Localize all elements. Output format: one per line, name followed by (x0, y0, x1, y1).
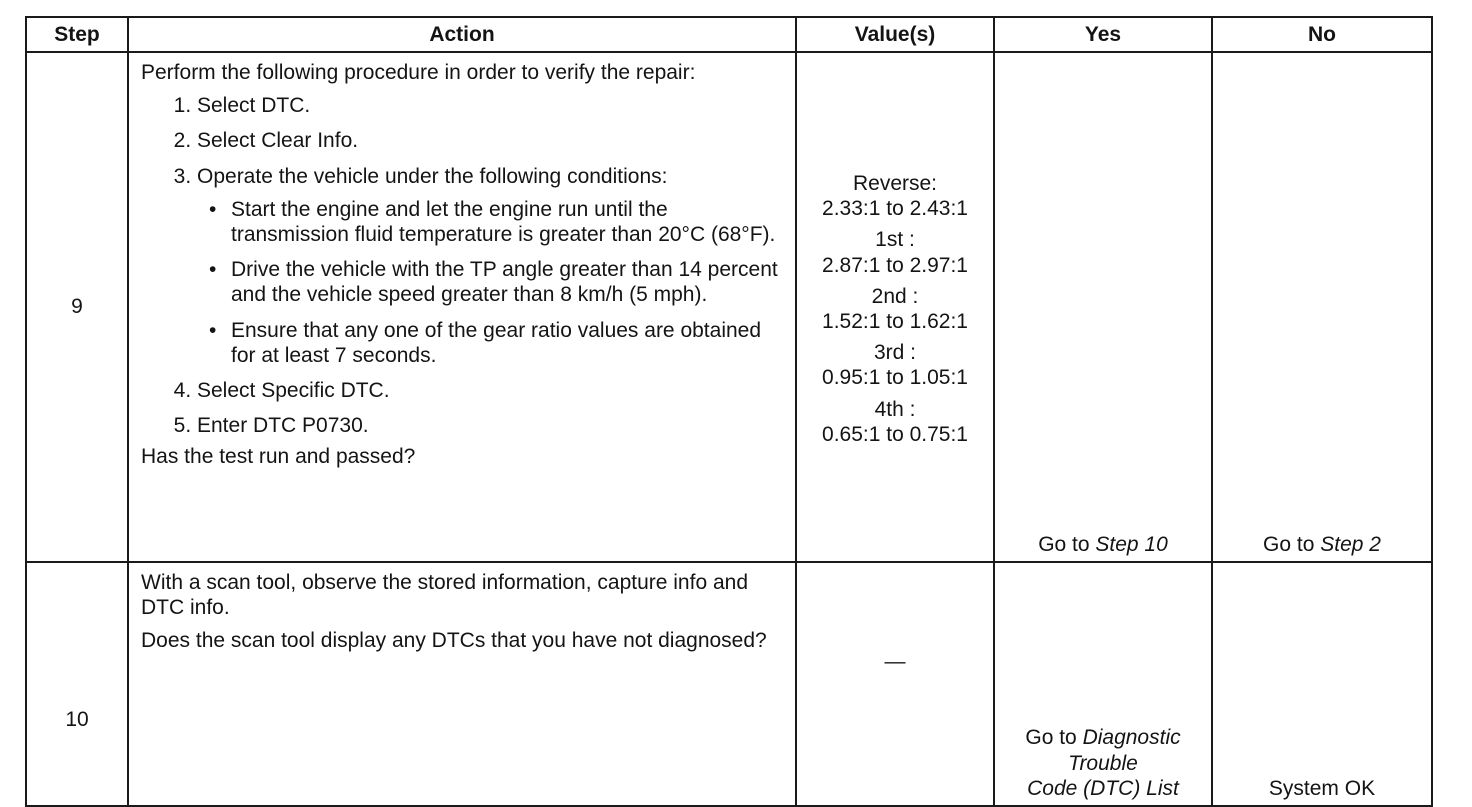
condition-text: Start the engine and let the engine run until the transmission fluid temperature is greater than 20°C (68°F). (231, 197, 776, 246)
gear-ratio-reverse (797, 171, 993, 221)
gear-range: 0.65:1 to 0.75:1 (822, 422, 968, 446)
action-cell (128, 52, 796, 562)
yes-cell (994, 52, 1212, 562)
gear-range: 1.52:1 to 1.62:1 (822, 309, 968, 333)
yes-prefix: Go to (1038, 532, 1096, 556)
gear-label: 3rd : (873, 341, 917, 365)
action-intro: Perform the following procedure in order to verify the repair: (141, 61, 696, 84)
dtc-list-link-line2[interactable]: Trouble (1068, 751, 1138, 775)
header-no: No (1212, 17, 1432, 52)
action-question: Does the scan tool display any DTCs that you have not diagnosed? (141, 629, 767, 653)
bullet-icon: • (209, 258, 217, 282)
values-cell (796, 52, 994, 562)
condition-text: Drive the vehicle with the TP angle greater than 14 percent and the vehicle speed greater than 8 km/h (5 mph). (231, 258, 778, 307)
action-text: With a scan tool, observe the stored information, capture info and DTC info. (141, 571, 749, 620)
no-cell (1212, 562, 1432, 806)
table-row-step-9 (26, 52, 1432, 562)
values-cell (796, 562, 994, 806)
gear-range: 0.95:1 to 1.05:1 (822, 366, 968, 390)
gear-ratio-1st (797, 227, 993, 277)
procedure-list (141, 93, 783, 438)
condition-item (209, 318, 783, 368)
yes-result (995, 532, 1211, 557)
no-cell (1212, 52, 1432, 562)
go-to-step-2-link[interactable]: Step 2 (1320, 532, 1381, 556)
procedure-item: 4. Select Specific DTC. (197, 378, 783, 403)
condition-item (209, 197, 783, 247)
procedure-item (197, 164, 783, 368)
gear-range: 2.87:1 to 2.97:1 (822, 253, 968, 277)
header-yes: Yes (994, 17, 1212, 52)
diagnostic-table (25, 16, 1433, 807)
condition-list (197, 197, 783, 368)
gear-ratio-3rd (797, 340, 993, 390)
procedure-item: 1. Select DTC. (197, 93, 783, 118)
bullet-icon: • (209, 318, 217, 342)
gear-label: 2nd : (871, 284, 919, 308)
no-result (1213, 532, 1431, 557)
gear-label: 1st : (875, 228, 915, 252)
step-number: 10 (26, 562, 128, 806)
yes-result (995, 725, 1211, 801)
gear-ratio-4th (797, 397, 993, 447)
procedure-item-text: Operate the vehicle under the following conditions: (197, 164, 668, 188)
bullet-icon: • (209, 197, 217, 221)
go-to-step-10-link[interactable]: Step 10 (1095, 532, 1168, 556)
dtc-list-link-line3[interactable]: Code (DTC) List (1027, 776, 1179, 800)
header-row (26, 17, 1432, 52)
step-number: 9 (26, 52, 128, 562)
condition-text: Ensure that any one of the gear ratio values are obtained for at least 7 seconds. (231, 318, 762, 367)
gear-range: 2.33:1 to 2.43:1 (822, 197, 968, 221)
dtc-list-link-line1[interactable]: Diagnostic (1082, 726, 1181, 750)
procedure-item: 5. Enter DTC P0730. (197, 413, 783, 438)
header-action: Action (128, 17, 796, 52)
procedure-item: 2. Select Clear Info. (197, 128, 783, 153)
yes-cell (994, 562, 1212, 806)
no-prefix: Go to (1263, 532, 1321, 556)
gear-ratio-2nd (797, 284, 993, 334)
gear-label: Reverse: (852, 172, 938, 195)
values-dash: — (884, 650, 906, 673)
no-result: System OK (1268, 776, 1376, 800)
gear-label: 4th : (874, 397, 916, 421)
action-question: Has the test run and passed? (141, 445, 416, 469)
table-row-step-10 (26, 562, 1432, 806)
condition-item (209, 257, 783, 307)
action-cell (128, 562, 796, 806)
header-step: Step (26, 17, 128, 52)
yes-prefix: Go to (1025, 726, 1083, 750)
header-values: Value(s) (796, 17, 994, 52)
